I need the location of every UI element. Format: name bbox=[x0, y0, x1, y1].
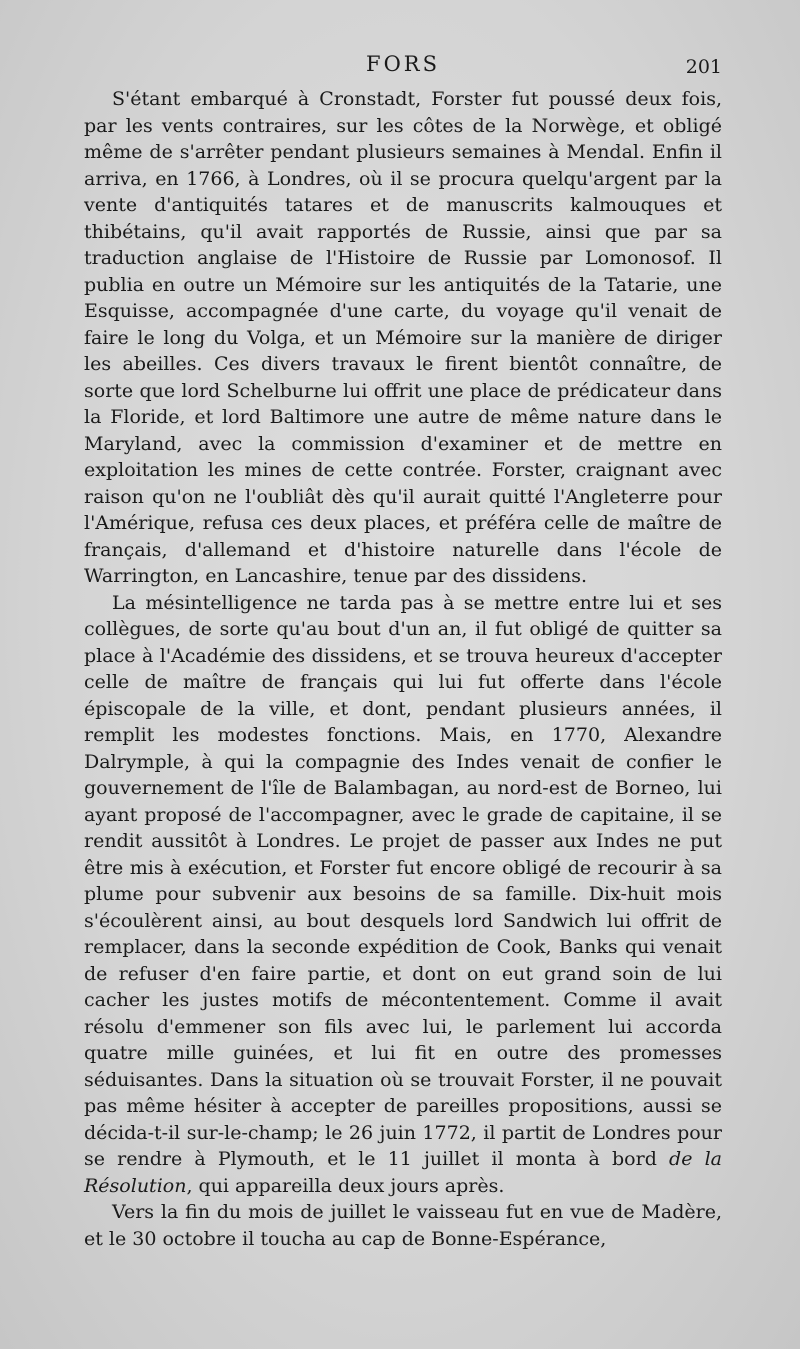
ship-name: de la Résolution bbox=[84, 1148, 722, 1197]
body-text bbox=[84, 86, 722, 1252]
paragraph-1: S'étant embarqué à Cronstadt, Forster fut poussé deux fois, par les vents contraires, sur les côtes de la Norwège, et obligé même de s'arrêter pendant plusieurs semaines à Mendal. Enfin il arriva, en 1766, à Londres, où il se procura quelqu'argent par la vente d'antiquités tatares et de manuscrits kalmouques et thibétains, qu'il avait rapportés de Russie, ainsi que par sa traduction anglaise de l'Histoire de Russie par Lomonosof. Il publia en outre un Mémoire sur les antiquités de la Tatarie, une Esquisse, accompagnée d'une carte, du voyage qu'il venait de faire le long du Volga, et un Mémoire sur la manière de diriger les abeilles. Ces divers travaux le firent bientôt connaître, de sorte que lord Schelburne lui offrit une place de prédicateur dans la Floride, et lord Baltimore une autre de même nature dans le Maryland, avec la commission d'examiner et de mettre en exploitation les mines de cette contrée. Forster, craignant avec raison qu'on ne l'oubliât dès qu'il aurait quitté l'Angleterre pour l'Amérique, refusa ces deux places, et préféra celle de maître de français, d'allemand et d'histoire naturelle dans l'école de Warrington, en Lancashire, tenue par des dissidens. bbox=[84, 88, 722, 587]
running-head: FORS bbox=[366, 52, 440, 76]
paragraph-2-text-after: , qui appareilla deux jours après. bbox=[186, 1174, 505, 1197]
paragraph-2-text: La mésintelligence ne tarda pas à se mettre entre lui et ses collègues, de sorte qu'au bout d'un an, il fut obligé de quitter sa place à l'Académie des dissidens, et se trouva heureux d'accepter celle de maître de français qui lui fut offerte dans l'école épiscopale de la ville, et dont, pendant plusieurs années, il remplit les modestes fonctions. Mais, en 1770, Alexandre Dalrymple, à qui la compagnie des Indes venait de confier le gouvernement de l'île de Balambagan, au nord-est de Borneo, lui ayant proposé de l'accompagner, avec le grade de capitaine, il se rendit aussitôt à Londres. Le projet de passer aux Indes ne put être mis à exécution, et Forster fut encore obligé de recourir à sa plume pour subvenir aux besoins de sa famille. Dix-huit mois s'écoulèrent ainsi, au bout desquels lord Sandwich lui offrit de remplacer, dans la seconde expédition de Cook, Banks qui venait de refuser d'en faire partie, et dont on eut grand soin de lui cacher les justes motifs de mécontentement. Comme il avait résolu d'emmener son fils avec lui, le parlement lui accorda quatre mille guinées, et lui fit en outre des promesses séduisantes. Dans la situation où se trouvait Forster, il ne pouvait pas même hésiter à accepter de pareilles propositions, aussi se décida-t-il sur-le-champ; le 26 juin 1772, il partit de Londres pour se rendre à Plymouth, et le 11 juillet il monta à bord bbox=[84, 591, 722, 1170]
page-number: 201 bbox=[685, 56, 722, 78]
paragraph-2 bbox=[84, 590, 722, 1200]
paragraph-3: Vers la fin du mois de juillet le vaisseau fut en vue de Madère, et le 30 octobre il toucha au cap de Bonne-Espérance, bbox=[84, 1201, 722, 1250]
page-header bbox=[84, 52, 722, 82]
